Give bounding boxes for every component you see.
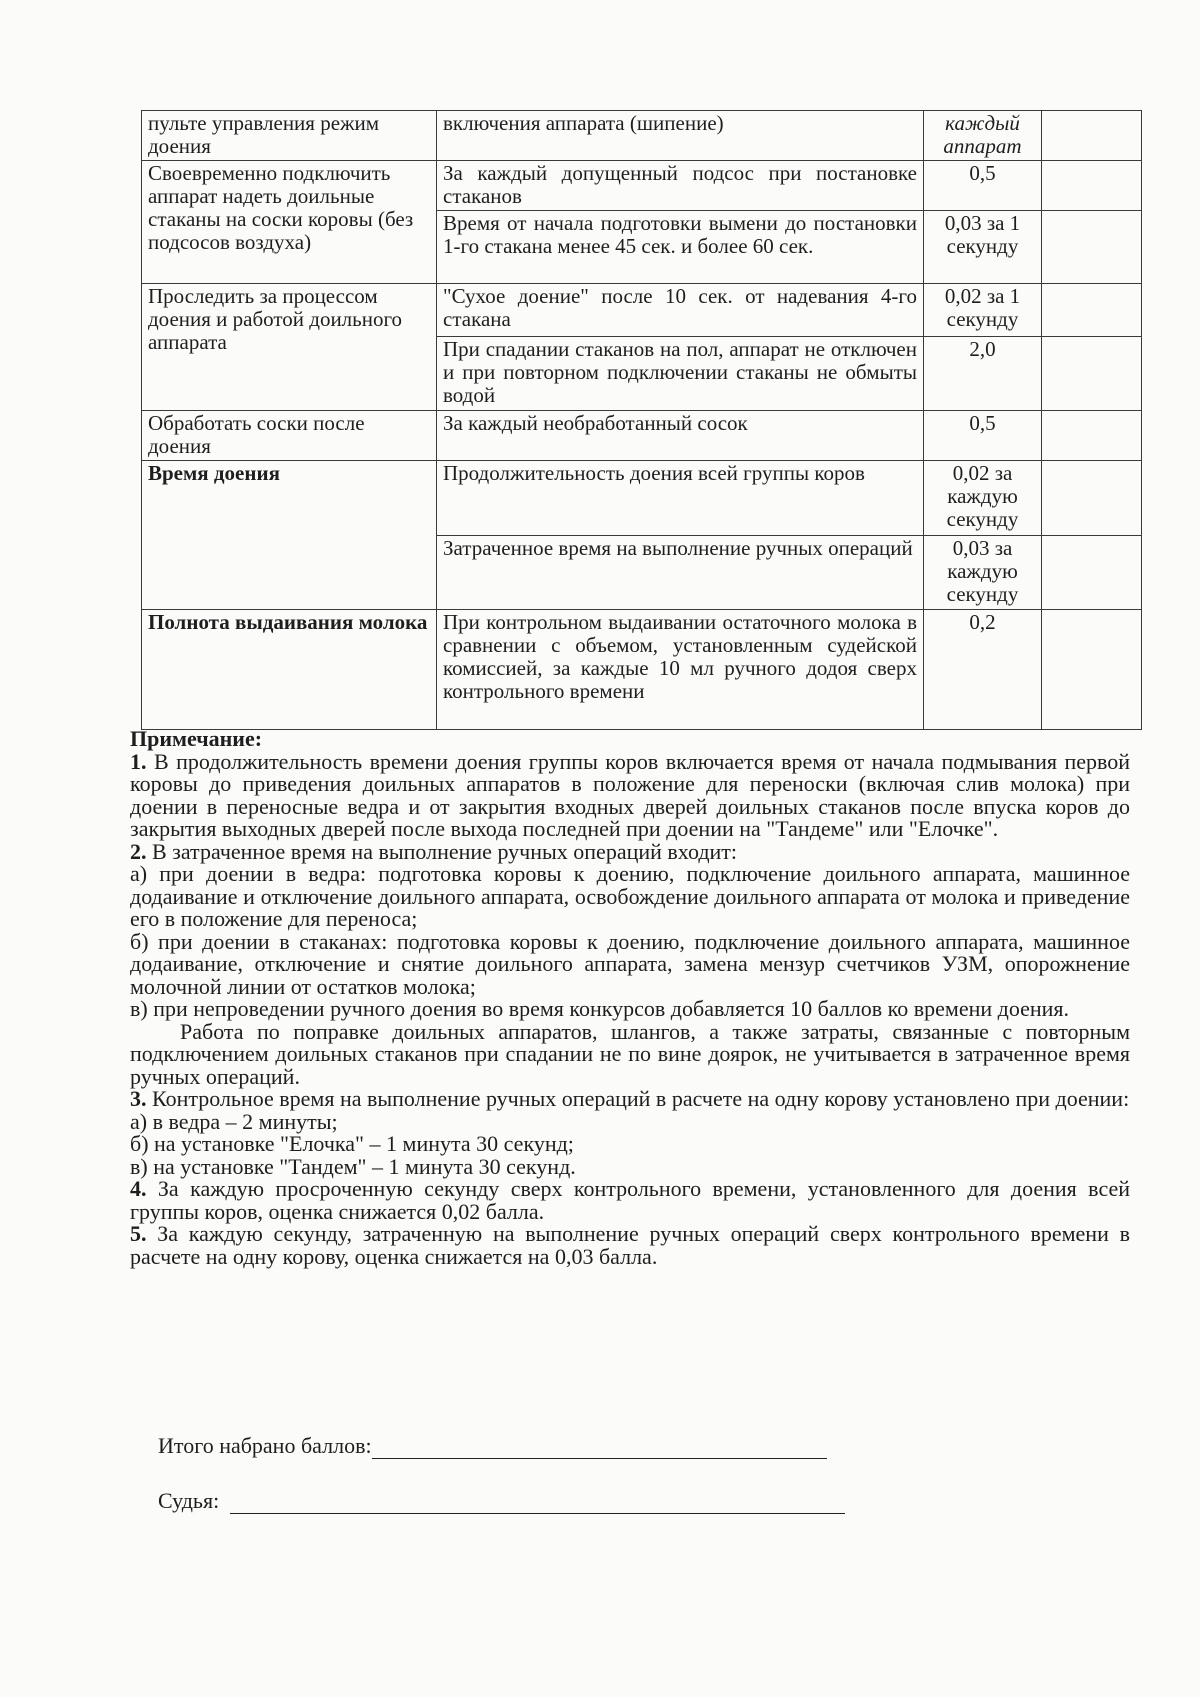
note-text: В продолжительность времени доения группы коров включается время от начала подмывания первой коровы до приведения доильных аппаратов в положение для переноски (включая слив молока) при доении в переносные ведра и от закрытия входных дверей доильных стаканов после впуска коров до закрытия выходных дверей после выхода последней при доении на "Тандеме" или "Елочке". [130, 748, 1130, 841]
note-2b: б) при доении в стаканах: подготовка коровы к доению, подключение доильного аппарата, машинное додаивание, отключение и снятие доильного аппарата, замена мензур счетчиков УЗМ, опорожнение молочной линии от остатков молока; [130, 928, 1130, 999]
table-row [142, 111, 1142, 161]
points-cell: 2,0 [924, 337, 1042, 411]
note-3a: а) в ведра – 2 минуты; [130, 1108, 338, 1134]
empty-cell [1042, 411, 1142, 461]
points-cell: 0,5 [924, 161, 1042, 211]
total-score-line[interactable] [372, 1438, 827, 1459]
description-cell: При спадании стаканов на пол, аппарат не отключен и при повторном подключении стаканы не обмыты водой [437, 337, 924, 411]
note-2d: Работа по поправке доильных аппаратов, шлангов, а также затраты, связанные с повторным подключением доильных стаканов при спадании не по вине доярок, не учитывается в затраченное время ручных операций. [130, 1018, 1130, 1089]
note-text: Контрольное время на выполнение ручных операций в расчете на одну корову установлено при доении: [152, 1086, 1130, 1111]
points-cell: 0,2 [924, 610, 1042, 730]
points-cell: 0,02 за каждую секунду [924, 461, 1042, 536]
criterion-cell: Проследить за процессом доения и работой доильного аппарата [142, 284, 437, 411]
note-3b: б) на установке "Елочка" – 1 минута 30 секунд; [130, 1131, 574, 1156]
judge-label: Судья: [158, 1488, 220, 1513]
total-score-field [158, 1433, 827, 1459]
description-cell: Продолжительность доения всей группы коров [437, 461, 924, 536]
note-number: 2. [130, 838, 147, 864]
judge-signature-line[interactable] [230, 1493, 845, 1514]
total-score-label: Итого набрано баллов: [158, 1433, 372, 1458]
note-1 [130, 748, 1130, 841]
notes-heading: Примечание: [130, 726, 263, 751]
criterion-cell: Своевременно подключить аппарат надеть доильные стаканы на соски коровы (без подсосов воздуха) [142, 161, 437, 284]
note-2c: в) при непроведении ручного доения во время конкурсов добавляется 10 баллов ко времени доения. [130, 996, 1070, 1021]
criterion-cell: Время доения [142, 461, 437, 610]
note-5 [130, 1223, 1130, 1268]
description-cell: За каждый необработанный сосок [437, 411, 924, 461]
description-cell: Время от начала подготовки вымени до постановки 1-го стакана менее 45 сек. и более 60 сек. [437, 211, 924, 284]
judge-field [158, 1488, 845, 1514]
note-2 [130, 838, 1130, 864]
table-row [142, 161, 1142, 211]
note-2a: а) при доении в ведра: подготовка коровы к доению, подключение доильного аппарата, машинное додаивание и отключение доильного аппарата, освобождение доильного аппарата от молока и приведение его в положение для переноса; [130, 861, 1130, 931]
empty-cell [1042, 161, 1142, 211]
note-text: За каждую просроченную секунду сверх контрольного времени, установленного для доения всей группы коров, оценка снижается 0,02 балла. [130, 1176, 1131, 1224]
note-number: 3. [130, 1086, 147, 1111]
empty-cell [1042, 536, 1142, 610]
table-row [142, 411, 1142, 461]
notes-section [130, 728, 1130, 1268]
description-cell: Затраченное время на выполнение ручных операций [437, 536, 924, 610]
note-3c: в) на установке "Тандем" – 1 минута 30 секунд. [130, 1153, 576, 1179]
empty-cell [1042, 284, 1142, 337]
note-text: В затраченное время на выполнение ручных операций входит: [152, 838, 738, 864]
table-row [142, 461, 1142, 536]
empty-cell [1042, 610, 1142, 730]
note-number: 5. [130, 1221, 147, 1246]
points-cell: каждый аппарат [924, 111, 1042, 161]
note-number: 4. [130, 1176, 147, 1201]
criterion-cell: пульте управления режим доения [142, 111, 437, 161]
empty-cell [1042, 211, 1142, 284]
table-row [142, 610, 1142, 730]
note-4 [130, 1178, 1130, 1223]
empty-cell [1042, 111, 1142, 161]
points-cell: 0,03 за 1 секунду [924, 211, 1042, 284]
scoring-table [141, 110, 1142, 730]
criterion-cell: Полнота выдаивания молока [142, 610, 437, 730]
criterion-cell: Обработать соски после доения [142, 411, 437, 461]
points-cell: 0,03 за каждую секунду [924, 536, 1042, 610]
description-cell: За каждый допущенный подсос при постановке стаканов [437, 161, 924, 211]
note-3 [130, 1088, 1130, 1111]
description-cell: При контрольном выдаивании остаточного молока в сравнении с объемом, установленным судейской комиссией, за каждые 10 мл ручного додоя сверх контрольного времени [437, 610, 924, 730]
table-row [142, 284, 1142, 337]
points-cell: 0,02 за 1 секунду [924, 284, 1042, 337]
empty-cell [1042, 461, 1142, 536]
description-cell: "Сухое доение" после 10 сек. от надевания 4-го стакана [437, 284, 924, 337]
note-text: За каждую секунду, затраченную на выполнение ручных операций сверх контрольного времени в расчете на одну корову, оценка снижается на 0,03 балла. [130, 1221, 1130, 1269]
points-cell: 0,5 [924, 411, 1042, 461]
empty-cell [1042, 337, 1142, 411]
note-number: 1. [130, 748, 147, 774]
description-cell: включения аппарата (шипение) [437, 111, 924, 161]
